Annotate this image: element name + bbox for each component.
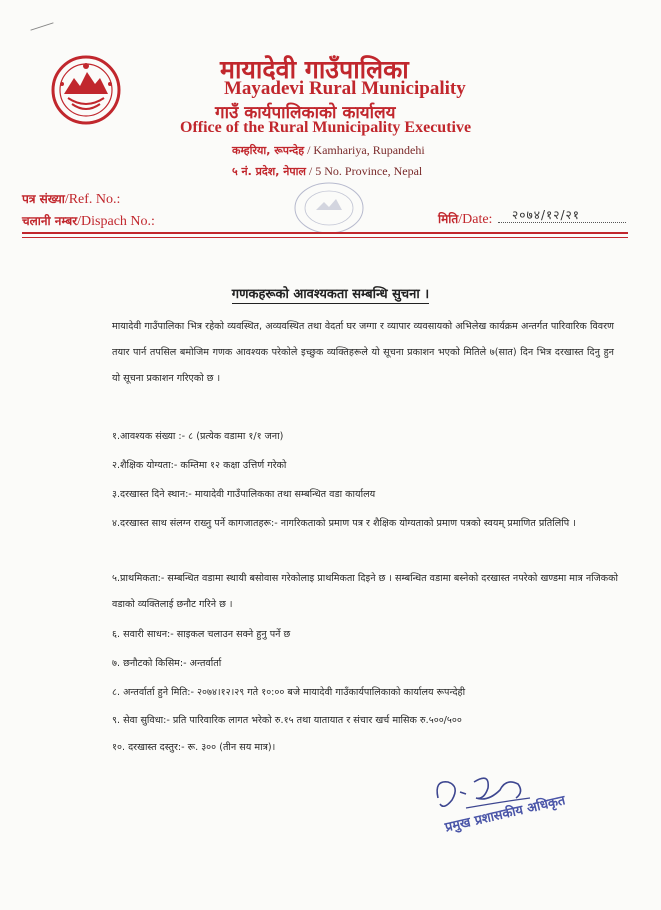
header-rule-thin [22, 237, 628, 238]
address-line-2 [232, 164, 422, 179]
list-item: ४.दरखास्त साथ संलग्न राख्नु पर्ने कागजातहरू:- नागरिकताको प्रमाण पत्र र शैक्षिक योग्यताको प्रमाण पत्रको स्वयम् प्रमाणित प्रतिलिपि । [112, 518, 576, 529]
list-item: २.शैक्षिक योग्यता:- कम्तिमा १२ कक्षा उत्तिर्ण गरेको [112, 460, 287, 471]
date-dotted-line [498, 222, 626, 223]
list-item: १०. दरखास्त दस्तुर:- रू. ३०० (तीन सय मात्र)। [112, 742, 276, 753]
intro-paragraph: मायादेवी गाउँपालिका भित्र रहेको व्यवस्थित, अव्यवस्थित तथा वेदर्ता घर जग्गा र व्यापार व्यवसायको अभिलेख कार्यक्रम अन्तर्गत पारिवारिक विवरण तयार पार्न तपसिल बमोजिम गणक आवश्यक परेकोले इच्छुक व्यक्तिहरूले यो सूचना प्रकाशन भएको मितिले ७(सात) दिन भित्र दरखास्त दिनु हुन यो सूचना प्रकाशन गरिएको छ । [112, 321, 614, 384]
dispatch-no-np: चलानी नम्बर [22, 214, 78, 228]
ref-no-np: पत्र संख्या [22, 192, 65, 206]
municipality-name-en: Mayadevi Rural Municipality [224, 78, 466, 99]
date-value: २०७४/१२/२१ [512, 208, 581, 222]
notice-title [0, 284, 661, 302]
date-np: मिति [438, 212, 459, 226]
list-item: ८. अन्तर्वार्ता हुने मिति:- २०७४।१२।२९ गते १०:०० बजे मायादेवी गाउँकार्यपालिकाको कार्यालय रूपन्देही [112, 687, 466, 698]
notice-intro [112, 314, 614, 392]
ref-no-en: /Ref. No.: [64, 192, 121, 207]
list-item: ७. छनौटको किसिम:- अन्तर्वार्ता [112, 658, 222, 669]
address-2-np: ५ नं. प्रदेश, नेपाल [232, 165, 306, 178]
nepal-emblem-logo [50, 54, 122, 126]
notice-title-text: गणकहरूको आवश्यकता सम्बन्धि सुचना । [231, 287, 430, 302]
list-item: ३.दरखास्त दिने स्थान:- मायादेवी गाउँपालिकका तथा सम्बन्धित वडा कार्यालय [112, 489, 376, 500]
address-1-en: / Kamhariya, Rupandehi [304, 143, 425, 157]
corner-mark [30, 22, 53, 30]
municipality-name-np: मायादेवी गाउँपालिका [220, 55, 409, 84]
list-item: ५.प्राथमिकता:- सम्बन्धित वडामा स्थायी बसोवास गरेकोलाइ प्राथमिकता दिइने छ । सम्बन्धित वडामा बस्नेको दरखास्त नपरेको खण्डमा मात्र नजिकको वडाको व्यक्तिलाई छनौट गरिने छ । [112, 573, 618, 610]
address-line-1 [232, 143, 425, 158]
header-rule-thick [22, 232, 628, 234]
office-name-np: गाउँ कार्यपालिकाको कार्यालय [215, 103, 396, 123]
date-en: /Date: [458, 212, 493, 227]
office-name-en: Office of the Rural Municipality Executive [180, 119, 472, 136]
dispatch-no-label [22, 212, 155, 230]
date-label [438, 210, 492, 228]
signatory-title: प्रमुख प्रशासकीय अधिकृत [443, 793, 567, 836]
list-item: ६. सवारी साधन:- साइकल चलाउन सक्ने हुनु पर्ने छ [112, 629, 291, 640]
list-item: ९. सेवा सुविधा:- प्रति पारिवारिक लागत भरेको रु.१५ तथा यातायात र संचार खर्च मासिक रु.५००/५०० [112, 715, 462, 726]
office-stamp [292, 180, 366, 236]
ref-no-label [22, 190, 120, 208]
address-2-en: / 5 No. Province, Nepal [305, 164, 423, 178]
dispatch-no-en: /Dispach No.: [77, 214, 155, 229]
list-item: १.आवश्यक संख्या :- ८ (प्रत्येक वडामा १/१ जना) [112, 431, 284, 442]
address-1-np: कम्हरिया, रूपन्देह [232, 144, 305, 157]
